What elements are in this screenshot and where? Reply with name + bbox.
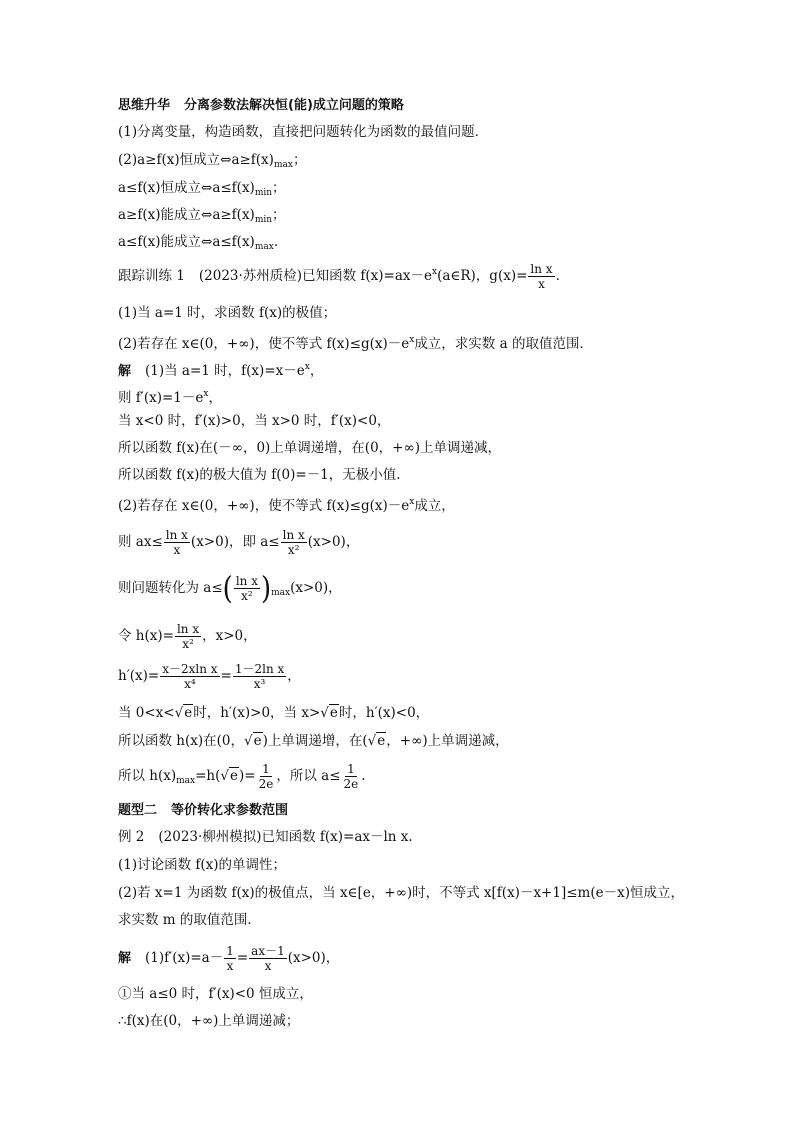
text-span: e (329, 705, 338, 721)
fraction (175, 622, 201, 651)
text-span: 所以函数 f(x)在(－∞，0)上单调递增，在(0，+∞)上单调递减， (118, 440, 501, 456)
text-span: = (220, 668, 232, 684)
text-span: ； (272, 180, 286, 196)
strategy-heading (118, 95, 734, 116)
text-line (118, 122, 734, 142)
solution-line (118, 944, 734, 973)
text-span: x (173, 543, 181, 557)
fraction (233, 662, 286, 691)
section-label: 题型二 (118, 803, 158, 818)
text-span: x⁴ (184, 677, 196, 691)
text-line (118, 883, 734, 903)
text-span: =h( (195, 768, 221, 784)
left-paren: ( (222, 570, 233, 607)
text-span: x² (287, 543, 300, 557)
section-subtitle: 分离参数法解决恒(能)成立问题的策略 (184, 98, 404, 113)
fraction (249, 944, 287, 973)
sqrt: √e (244, 733, 262, 749)
text-span: ； (272, 207, 286, 223)
text-span: x (409, 497, 415, 507)
example-heading (118, 827, 734, 847)
text-span: 2e (258, 777, 274, 791)
text-span: max (254, 242, 274, 252)
text-span: 当 0<x< (118, 705, 175, 721)
text-span: min (254, 188, 273, 198)
text-line (118, 662, 734, 691)
text-span: x (431, 267, 438, 277)
text-span: x (203, 389, 209, 399)
text-span: 所以函数 f(x)的极大值为 f(0)=－1，无极小值. (118, 467, 401, 483)
text-line (118, 330, 734, 354)
text-span: (1)讨论函数 f(x)的单调性； (118, 857, 287, 873)
text-span: a≤f(x)恒成立⇔a≤f(x) (118, 180, 255, 196)
text-span: x² (241, 589, 253, 603)
text-span: 令 h(x)= (118, 628, 174, 644)
sqrt: √e (220, 768, 239, 784)
text-span: ， (287, 668, 301, 684)
text-span: (x>0)， (307, 534, 360, 550)
text-span: (2023·苏州质检)已知函数 f(x)=ax－e (198, 268, 432, 284)
fraction (528, 262, 554, 291)
fraction (234, 574, 260, 603)
sqrt: √e (320, 705, 338, 721)
text-line (118, 411, 734, 431)
text-span: x－2xln x (162, 662, 218, 676)
text-line (118, 855, 734, 875)
text-span: min (254, 215, 273, 225)
text-span: x² (182, 637, 194, 651)
text-line (118, 1011, 734, 1031)
text-span: . (361, 768, 366, 784)
text-span: ∴f(x)在(0，+∞)上单调递减； (118, 1013, 300, 1029)
text-span: 当 x<0 时，f′(x)>0，当 x>0 时，f′(x)<0， (118, 413, 391, 429)
fraction (224, 944, 236, 973)
text-span: e (377, 733, 386, 749)
text-span: . (273, 234, 279, 250)
text-span: 1 (262, 762, 270, 776)
text-span: (1)当 a=1 时，求函数 f(x)的极值； (118, 305, 337, 321)
text-span: 1－2ln x (234, 662, 285, 676)
text-line (118, 910, 734, 930)
text-span: (1)当 a=1 时，f(x)=x－e (145, 363, 305, 379)
text-span: ax－1 (251, 944, 285, 958)
text-span: ln x (165, 528, 188, 542)
solution-line (118, 357, 734, 382)
text-span: = (236, 950, 249, 966)
text-span: x³ (253, 677, 266, 691)
text-span: ， (208, 390, 222, 406)
text-line (118, 178, 734, 203)
fraction (164, 528, 190, 557)
text-line (118, 762, 734, 791)
text-span: max (271, 588, 291, 598)
text-span: ln x (530, 262, 553, 276)
sqrt: √e (174, 705, 193, 721)
section-subtitle: 等价转化求参数范围 (171, 803, 289, 818)
text-span: x (264, 959, 272, 973)
text-span: (2)若存在 x∈(0，+∞)，使不等式 f(x)≤g(x)－e (118, 498, 410, 514)
text-line (118, 492, 734, 516)
text-span: 所以 h(x) (118, 768, 177, 784)
text-span: 时，h′(x)>0，当 x> (193, 705, 321, 721)
right-paren: ) (260, 570, 272, 607)
text-span: max (273, 160, 293, 170)
text-line (118, 528, 734, 557)
text-span: 1 (226, 944, 234, 958)
text-span: 求实数 m 的取值范围． (118, 912, 261, 928)
text-span: (2)a≥f(x)恒成立⇔a≥f(x) (118, 152, 274, 168)
text-span: 1 (347, 762, 355, 776)
text-span: ，x>0， (202, 628, 257, 644)
exercise-label: 跟踪训练 1 (118, 268, 185, 284)
fraction (342, 762, 361, 791)
text-span: (x>0)，即 a≤ (190, 534, 280, 550)
text-line (118, 232, 734, 257)
text-span: max (176, 776, 196, 786)
text-span: ln x (282, 528, 305, 542)
text-span: (1)分离变量，构造函数，直接把问题转化为函数的最值问题． (118, 124, 489, 140)
text-span: e (184, 705, 193, 721)
text-line (118, 622, 734, 651)
fraction (257, 762, 276, 791)
text-span: a≥f(x)能成立⇔a≥f(x) (118, 207, 255, 223)
fraction (281, 528, 307, 557)
text-span: e (230, 768, 239, 784)
text-span: ； (292, 152, 307, 168)
text-line (118, 731, 734, 751)
text-span: h′(x)= (118, 668, 160, 684)
text-line (118, 150, 734, 175)
text-span: 则 f′(x)=1－e (118, 390, 204, 406)
text-span: )上单调递增，在( (262, 733, 368, 749)
text-line (118, 465, 734, 485)
exercise-heading (118, 262, 734, 291)
text-span: (x>0)， (290, 580, 342, 596)
text-line (118, 570, 734, 607)
text-span: e (253, 733, 262, 749)
text-span: 所以函数 h(x)在(0， (118, 733, 244, 749)
section-heading (118, 800, 734, 821)
section-label: 思维升华 (118, 98, 171, 113)
text-span: 成立，求实数 a 的取值范围． (414, 336, 593, 352)
text-span: x (304, 362, 310, 372)
text-span: x (409, 335, 415, 345)
text-span: x (538, 277, 545, 291)
text-line (118, 438, 734, 458)
text-span: (2023·柳州模拟)已知函数 f(x)=ax－ln x. (158, 829, 413, 845)
text-span: 2e (343, 777, 359, 791)
text-span: 时，h′(x)<0， (338, 705, 430, 721)
text-span: 成立， (414, 498, 455, 514)
text-span: a≤f(x)能成立⇔a≤f(x) (118, 234, 255, 250)
text-line (118, 984, 734, 1004)
text-line (118, 703, 734, 723)
text-span: ①当 a≤0 时，f′(x)<0 恒成立， (118, 986, 313, 1002)
text-span: (x>0)， (287, 950, 340, 966)
text-span: ln x (176, 622, 200, 636)
text-span: (1)f′(x)=a－ (145, 950, 224, 966)
example-label: 例 2 (118, 829, 145, 845)
solution-label: 解 (118, 951, 132, 966)
text-span: ， (309, 363, 324, 379)
text-line (118, 384, 734, 408)
text-span: (a∈R)，g(x)= (437, 268, 528, 284)
text-span: (2)若 x=1 为函数 f(x)的极值点，当 x∈[e，+∞)时，不等式 x[f(x)－x+1]≤m(e－x)恒成立， (118, 885, 684, 901)
solution-label: 解 (118, 364, 132, 379)
text-span: ln x (235, 574, 258, 588)
text-span: . (555, 268, 560, 284)
sqrt: √e (367, 733, 386, 749)
fraction (160, 662, 219, 691)
text-span: x (226, 959, 234, 973)
text-span: )= (239, 768, 256, 784)
text-span: 则 ax≤ (118, 534, 163, 550)
text-span: ，所以 a≤ (276, 768, 341, 784)
text-line (118, 205, 734, 230)
text-span: (2)若存在 x∈(0，+∞)，使不等式 f(x)≤g(x)－e (118, 336, 410, 352)
text-span: 则问题转化为 a≤ (118, 580, 223, 596)
text-line (118, 303, 734, 323)
text-span: ，+∞)上单调递减， (386, 733, 509, 749)
